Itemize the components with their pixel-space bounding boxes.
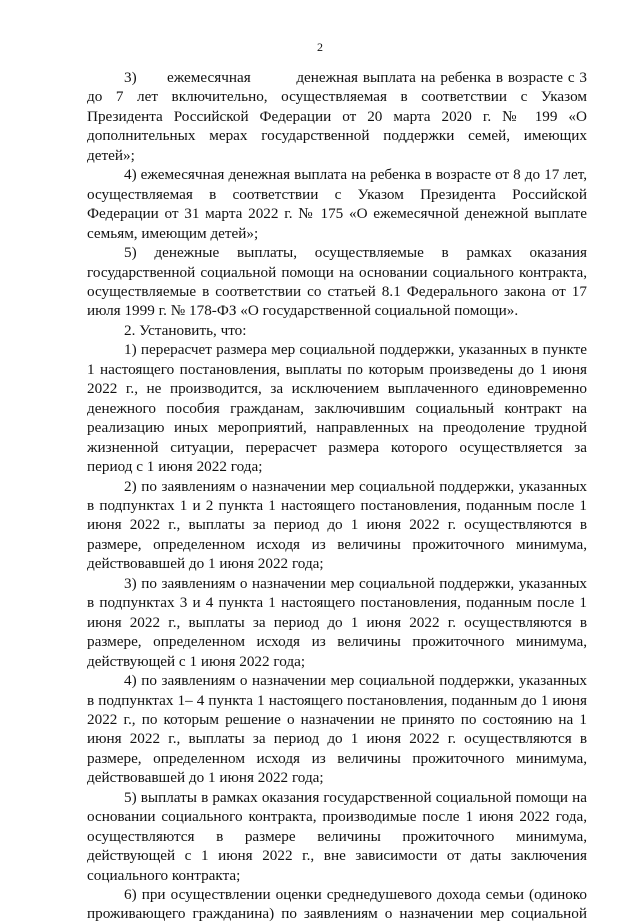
page-number: 2 <box>317 40 323 54</box>
paragraph-item-2-sub-6: 6) при осуществлении оценки среднедушевого дохода семьи (одиноко проживающего гражданина) по заявлениям о назначении мер социальной <box>87 886 587 923</box>
paragraph-item-2-sub-3: 3) по заявлениям о назначении мер социальной поддержки, указанных в подпунктах 3 и 4 пункта 1 настоящего постановления, поданным после 1 июня 2022 г., выплаты за период до 1 июня 2022 г. осуществляются в размере, определенном исходя из величины прожиточного минимума, действующей с 1 июня 2022 года; <box>87 574 587 670</box>
paragraph-item-2-sub-5: 5) выплаты в рамках оказания государственной социальной помощи на основании социального контракта, производимые после 1 июня 2022 года, осуществляются в размере величины прожиточного минимума, действующей с 1 июня 2022 г., вне зависимости от даты заключения социального контракта; <box>87 788 587 884</box>
document-body <box>87 68 587 924</box>
paragraph-subitem-5: 5) денежные выплаты, осуществляемые в рамках оказания государственной социальной помощи на основании социального контракта, осуществляемые в соответствии со статьей 8.1 Федерального закона от 17 июля 1999 г. № 178-ФЗ «О государственной социальной помощи». <box>87 244 587 320</box>
paragraph-item-2-heading: 2. Установить, что: <box>124 321 247 339</box>
paragraph-item-2-sub-4: 4) по заявлениям о назначении мер социальной поддержки, указанных в подпунктах 1– 4 пункта 1 настоящего постановления, поданным до 1 июня 2022 г., по которым решение о назначении не принято по состоянию на 1 июня 2022 г., выплаты за период до 1 июня 2022 г. осуществляются в размере, определенном исходя из величины прожиточного минимума, действовавшей до 1 июня 2022 года; <box>87 672 587 787</box>
paragraph-subitem-4: 4) ежемесячная денежная выплата на ребенка в возрасте от 8 до 17 лет, осуществляемая в соответствии с Указом Президента Российской Федерации от 31 марта 2022 г. № 175 «О ежемесячной денежной выплате семьям, имеющим детей»; <box>87 166 587 242</box>
paragraph-item-2-sub-2: 2) по заявлениям о назначении мер социальной поддержки, указанных в подпунктах 1 и 2 пункта 1 настоящего постановления, поданным после 1 июня 2022 г., выплаты за период до 1 июня 2022 г. осуществляются в размере, определенном исходя из величины прожиточного минимума, действовавшей до 1 июня 2022 года; <box>87 477 587 573</box>
paragraph-item-2-sub-1: 1) перерасчет размера мер социальной поддержки, указанных в пункте 1 настоящего постановления, выплаты по которым произведены до 1 июня 2022 г., не производится, за исключением выплаченного единовременно денежного пособия гражданам, заключившим социальный контракт на реализацию иных мероприятий, направленных на преодоление трудной жизненной ситуации, перерасчет размера которого осуществляется за период с 1 июня 2022 года; <box>87 341 587 476</box>
paragraph-subitem-3: 3) ежемесячная денежная выплата на ребенка в возрасте с 3 до 7 лет включительно, осуществляемая в соответствии с Указом Президента Российской Федерации от 20 марта 2020 г. № 199 «О дополнительных мерах государственной поддержки семей, имеющих детей»; <box>87 69 587 164</box>
